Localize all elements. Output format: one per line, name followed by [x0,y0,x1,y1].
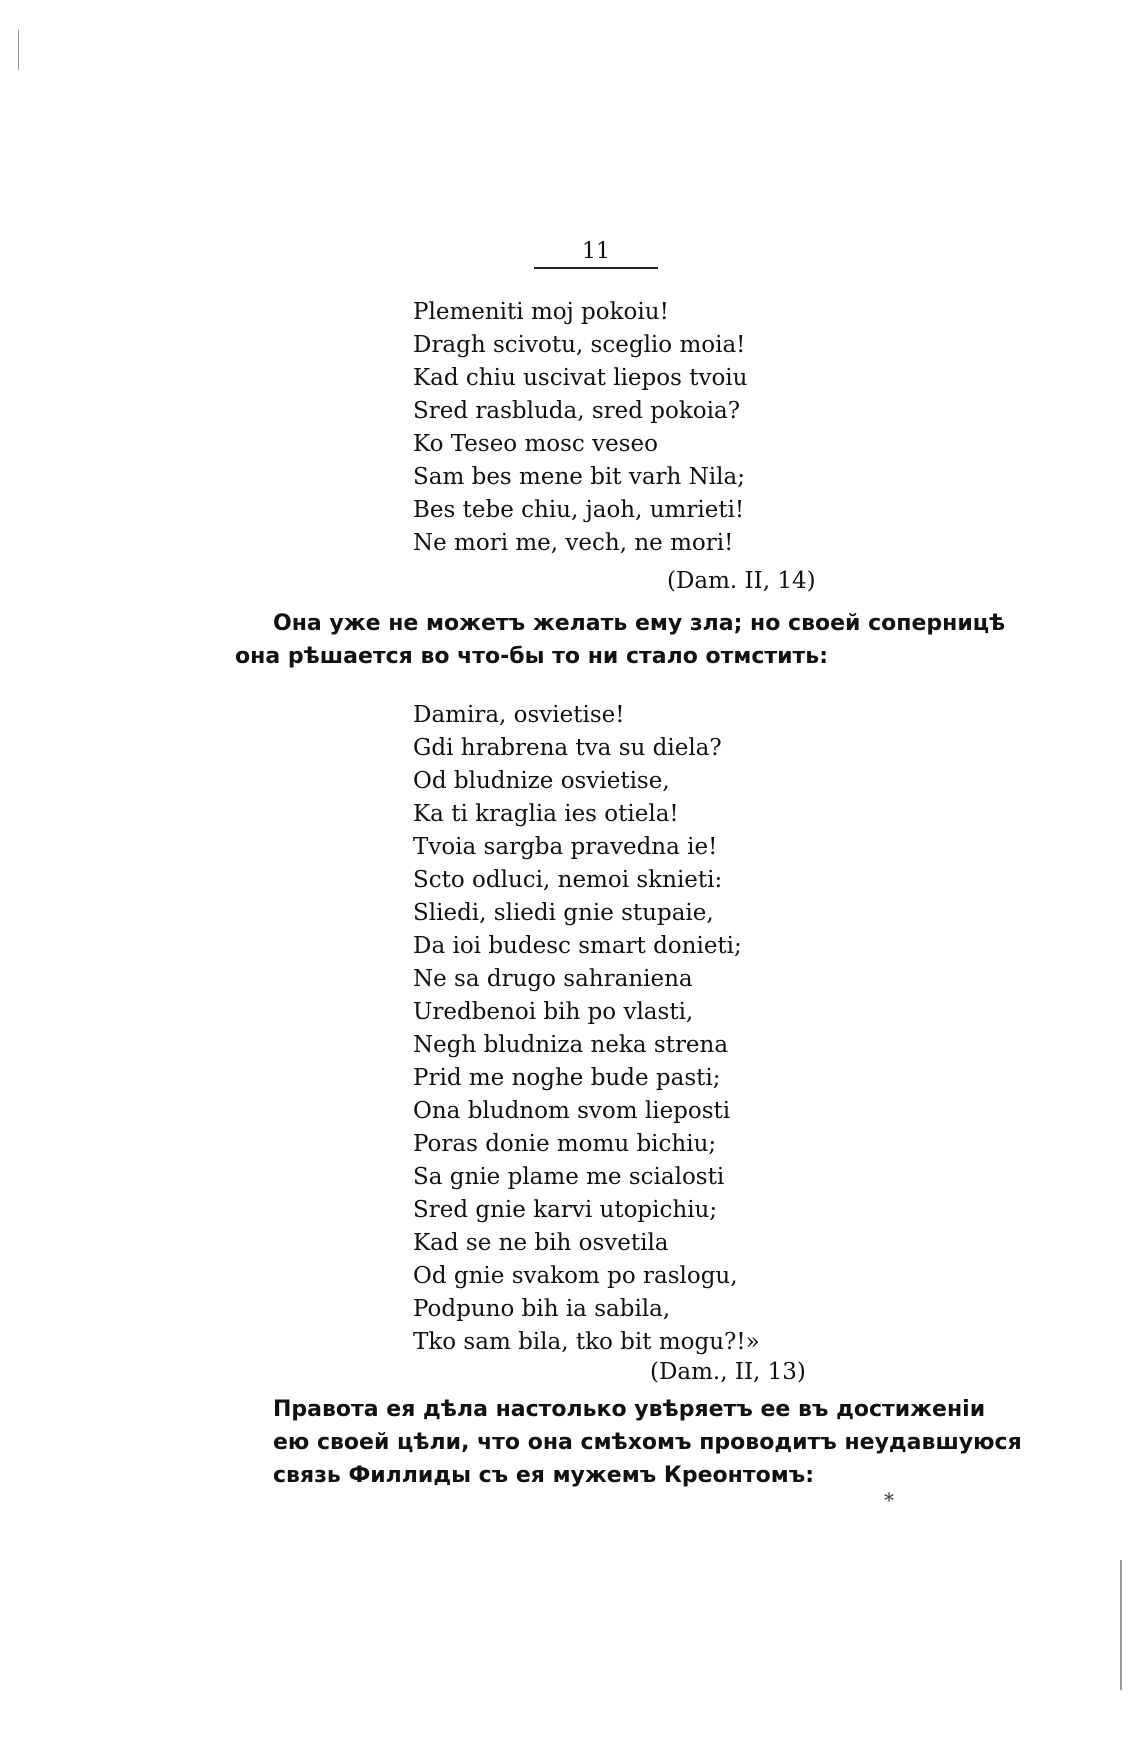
verse-line: Dragh scivotu, sceglio moia! [413,332,746,358]
verse-line: Plemeniti moj pokoiu! [413,299,669,325]
verse-line: Sa gnie plame me scialosti [413,1164,725,1190]
verse-line: Gdi hrabrena tva su diela? [413,735,722,761]
verse-line: Kad se ne bih osvetila [413,1230,669,1256]
verse-line: Uredbenoi bih po vlasti, [413,999,694,1025]
prose-line: связь Филлиды съ ея мужемъ Креонтомъ: [273,1463,815,1488]
verse-line: Sred rasbluda, sred pokoia? [413,398,741,424]
verse-line: Poras donie momu bichiu; [413,1131,717,1157]
verse-line: Scto odluci, nemoi sknieti: [413,867,723,893]
verse-citation: (Dam., II, 13) [650,1359,806,1385]
asterisk-mark: * [884,1488,894,1512]
verse-block [413,296,747,560]
verse-line: Od gnie svakom po raslogu, [413,1263,738,1289]
prose-line: она рѣшается во что-бы то ни стало отмстить: [235,644,829,669]
verse-line: Bes tebe chiu, jaoh, umrieti! [413,497,745,523]
verse-line: Ko Teseo mosc veseo [413,431,658,457]
verse-line: Tvoia sargba pravedna ie! [413,834,718,860]
scan-edge-mark [18,30,19,70]
verse-line: Od bludnize osvietise, [413,768,670,794]
verse-line: Ka ti kraglia ies otiela! [413,801,679,827]
verse-line: Sred gnie karvi utopichiu; [413,1197,718,1223]
page-number: 11 [534,239,658,269]
verse-line: Da ioi budesc smart donieti; [413,933,742,959]
verse-block [413,699,760,1359]
verse-line: Sam bes mene bit varh Nila; [413,464,745,490]
verse-line: Tko sam bila, tko bit mogu?!» [413,1329,760,1355]
verse-line: Sliedi, sliedi gnie stupaie, [413,900,714,926]
verse-line: Ona bludnom svom lieposti [413,1098,731,1124]
scan-edge-mark [1120,1560,1122,1690]
verse-line: Prid me noghe bude pasti; [413,1065,721,1091]
verse-line: Ne mori me, vech, ne mori! [413,530,734,556]
verse-line: Negh bludniza neka strena [413,1032,729,1058]
prose-line: Она уже не можетъ желать ему зла; но своей соперницѣ [273,611,1006,636]
verse-line: Ne sa drugo sahraniena [413,966,693,992]
verse-line: Kad chiu uscivat liepos tvoiu [413,365,748,391]
verse-citation: (Dam. II, 14) [667,568,816,594]
prose-line: ею своей цѣли, что она смѣхомъ проводитъ неудавшуюся [273,1430,1022,1455]
verse-line: Damira, osvietise! [413,702,625,728]
verse-line: Podpuno bih ia sabila, [413,1296,671,1322]
prose-line: Правота ея дѣла настолько увѣряетъ ее въ достиженіи [273,1397,986,1422]
prose-paragraph [235,607,1006,673]
prose-paragraph [273,1393,1022,1492]
